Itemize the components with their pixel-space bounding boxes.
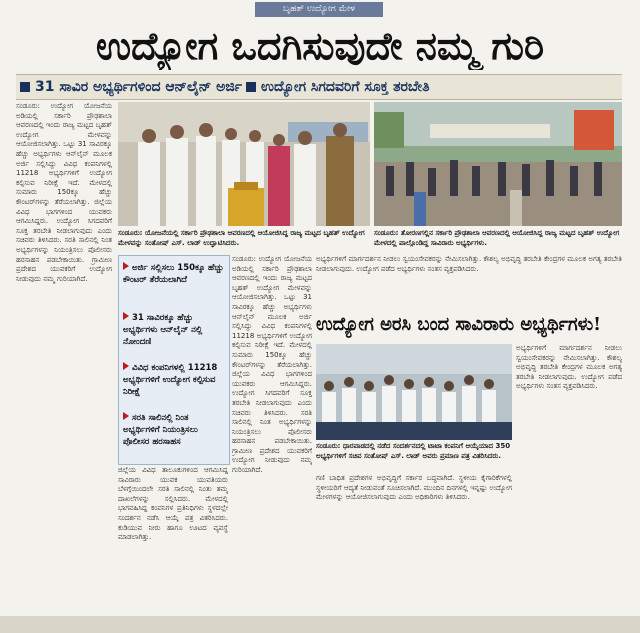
photo-inauguration bbox=[118, 102, 370, 226]
section-kicker: ಬೃಹತ್ ಉದ್ಯೋಗ ಮೇಳ bbox=[255, 2, 383, 17]
photo-selected-candidates bbox=[316, 344, 512, 440]
secondary-headline: ಉದ್ಯೋಗ ಅರಸಿ ಬಂದ ಸಾವಿರಾರು ಅಭ್ಯರ್ಥಿಗಳು! bbox=[316, 314, 602, 335]
photo-crowd bbox=[374, 102, 622, 226]
article-column-right: ಅಭ್ಯರ್ಥಿಗಳಿಗೆ ಮಾರ್ಗದರ್ಶನ ನೀಡಲು ಸ್ವಯಂಸೇವಕರನ್ನು ನೇಮಿಸಲಾಗಿತ್ತು. ಕೌಶಲ್ಯ ಅಭಿವೃದ್ಧಿ ತರಬೇತಿ ಕೇಂದ್ರಗಳ ಮೂಲಕ ಅಗತ್ಯ ತರಬೇತಿ ನೀಡಲಾಗುವುದು. ಉದ್ಯೋಗ ಪಡೆದ ಅಭ್ಯರ್ಥಿಗಳು ಸಂತಸ ವ್ಯಕ್ತಪಡಿಸಿದರು. bbox=[516, 344, 622, 391]
fact-item: 31 ಸಾವಿರಕ್ಕೂ ಹೆಚ್ಚು ಅಭ್ಯರ್ಥಿಗಳು ಆನ್‌ಲೈನ್ ನಲ್ಲಿ ನೋಂದಣಿ bbox=[123, 313, 203, 347]
caption-photo-crowd: ಸಂಡೂರು: ತೋರಣಗಲ್ಲಿನ ಸರ್ಕಾರಿ ಪ್ರೌಢಶಾಲಾ ಆವರಣದಲ್ಲಿ ಆಯೋಜಿಸಿದ್ದ ರಾಜ್ಯ ಮಟ್ಟದ ಬೃಹತ್ ಉದ್ಯೋಗ ಮೇಳದಲ್ಲಿ ಪಾಲ್ಗೊಂಡಿದ್ದ ಸಾವಿರಾರು ಅಭ್ಯರ್ಥಿಗಳು. bbox=[374, 229, 620, 247]
fact-item: ಅರ್ಜಿ ಸಲ್ಲಿಸಲು 150ಕ್ಕೂ ಹೆಚ್ಚು ಕೌಂಟರ್ ತೆರೆಯಲಾಗಿದೆ bbox=[123, 263, 224, 285]
main-headline: ಉದ್ಯೋಗ ಒದಗಿಸುವುದೇ ನಮ್ಮ ಗುರಿ bbox=[95, 23, 545, 68]
page-bottom-strip bbox=[0, 616, 640, 633]
square-bullet-icon bbox=[20, 82, 30, 92]
subhead-2: ಉದ್ಯೋಗ ಸಿಗದವರಿಗೆ ಸೂಕ್ತ ತರಬೇತಿ bbox=[261, 79, 430, 95]
caption-photo-inauguration: ಸಂಡೂರು: ಯೋಜನೆಯಲ್ಲಿ ಸರ್ಕಾರಿ ಪ್ರೌಢಶಾಲಾ ಆವರಣದಲ್ಲಿ ಆಯೋಜಿಸಿದ್ದ ರಾಜ್ಯ ಮಟ್ಟದ ಬೃಹತ್ ಉದ್ಯೋಗ ಮೇಳವನ್ನು ಸಂತೋಷ್ ಎಸ್. ಲಾಡ್ ಉದ್ಘಾಟಿಸಿದರು. bbox=[118, 229, 365, 247]
caption-photo-selected-candidates: ಸಂಡೂರು: ಧಾರವಾಡದಲ್ಲಿ ನಡೆದ ಸಂದರ್ಶನದಲ್ಲಿ ಟಾಟಾ ಕಂಪನಿಗೆ ಆಯ್ಕೆಯಾದ 350 ಅಭ್ಯರ್ಥಿಗಳಿಗೆ ಸಚಿವ ಸಂತೋಷ್ ಎಸ್. ಲಾಡ್ ಅವರು ಪ್ರಮಾಣ ಪತ್ರ ವಿತರಿಸಿದರು. bbox=[316, 442, 511, 460]
triangle-bullet-icon bbox=[123, 312, 129, 320]
triangle-bullet-icon bbox=[123, 362, 129, 370]
triangle-bullet-icon bbox=[123, 412, 129, 420]
fact-item: ಸರತಿ ಸಾಲಿನಲ್ಲಿ ನಿಂತ ಅಭ್ಯರ್ಥಿಗಳಿಗೆ ನಿಯಂತ್ರಿಸಲು ಪೊಲೀಸರ ಹರಸಾಹಸ bbox=[123, 413, 198, 447]
article-column-right-top: ಅಭ್ಯರ್ಥಿಗಳಿಗೆ ಮಾರ್ಗದರ್ಶನ ನೀಡಲು ಸ್ವಯಂಸೇವಕರನ್ನು ನೇಮಿಸಲಾಗಿತ್ತು. ಕೌಶಲ್ಯ ಅಭಿವೃದ್ಧಿ ತರಬೇತಿ ಕೇಂದ್ರಗಳ ಮೂಲಕ ಅಗತ್ಯ ತರಬೇತಿ ನೀಡಲಾಗುವುದು. ಉದ್ಯೋಗ ಪಡೆದ ಅಭ್ಯರ್ಥಿಗಳು ಸಂತಸ ವ್ಯಕ್ತಪಡಿಸಿದರು. bbox=[316, 255, 622, 273]
subhead-bar bbox=[16, 74, 622, 100]
article-column-mid: ಸಂಡೂರು: ಉದ್ಯೋಗ ಯೋಜನೆಯ ಅಡಿಯಲ್ಲಿ ಸರ್ಕಾರಿ ಪ್ರೌಢಶಾಲಾ ಆವರಣದಲ್ಲಿ ಇಂದು ರಾಜ್ಯ ಮಟ್ಟದ ಬೃಹತ್ ಉದ್ಯೋಗ ಮೇಳವನ್ನು ಆಯೋಜಿಸಲಾಗಿತ್ತು. ಒಟ್ಟು 31 ಸಾವಿರಕ್ಕೂ ಹೆಚ್ಚು ಅಭ್ಯರ್ಥಿಗಳು ಆನ್‌ಲೈನ್ ಮೂಲಕ ಅರ್ಜಿ ಸಲ್ಲಿಸಿದ್ದು ವಿವಿಧ ಕಂಪನಿಗಳಲ್ಲಿ 11218 ಅಭ್ಯರ್ಥಿಗಳಿಗೆ ಉದ್ಯೋಗ ಕಲ್ಪಿಸುವ ನಿರೀಕ್ಷೆ ಇದೆ. ಮೇಳದಲ್ಲಿ ಸುಮಾರು 150ಕ್ಕೂ ಹೆಚ್ಚು ಕೌಂಟರ್‌ಗಳನ್ನು ತೆರೆಯಲಾಗಿತ್ತು. ಜಿಲ್ಲೆಯ ವಿವಿಧ ಭಾಗಗಳಿಂದ ಯುವಕರು ಆಗಮಿಸಿದ್ದರು. ಉದ್ಯೋಗ ಸಿಗದವರಿಗೆ ಸೂಕ್ತ ತರಬೇತಿ ನೀಡಲಾಗುವುದು ಎಂದು ಸಚಿವರು ತಿಳಿಸಿದರು. ಸರತಿ ಸಾಲಿನಲ್ಲಿ ನಿಂತ ಅಭ್ಯರ್ಥಿಗಳನ್ನು ನಿಯಂತ್ರಿಸಲು ಪೊಲೀಸರು ಹರಸಾಹಸ ಪಡಬೇಕಾಯಿತು. ಗ್ರಾಮೀಣ ಪ್ರದೇಶದ ಯುವಕರಿಗೆ ಉದ್ಯೋಗ ನೀಡುವುದು ನಮ್ಮ ಗುರಿಯಾಗಿದೆ. bbox=[232, 255, 312, 475]
triangle-bullet-icon bbox=[123, 262, 129, 270]
fact-item: ವಿವಿಧ ಕಂಪನಿಗಳಲ್ಲಿ 11218 ಅಭ್ಯರ್ಥಿಗಳಿಗೆ ಉದ್ಯೋಗ ಕಲ್ಪಿಸುವ ನಿರೀಕ್ಷೆ bbox=[123, 363, 218, 397]
article-column-bottom: ಗಣಿ ಬಾಧಿತ ಪ್ರದೇಶಗಳ ಅಭಿವೃದ್ಧಿಗೆ ಸರ್ಕಾರ ಬದ್ಧವಾಗಿದೆ. ಸ್ಥಳೀಯ ಕೈಗಾರಿಕೆಗಳಲ್ಲಿ ಸ್ಥಳೀಯರಿಗೆ ಆದ್ಯತೆ ನೀಡುವಂತೆ ಸೂಚಿಸಲಾಗಿದೆ. ಮುಂದಿನ ದಿನಗಳಲ್ಲಿ ಇನ್ನಷ್ಟು ಉದ್ಯೋಗ ಮೇಳಗಳನ್ನು ಆಯೋಜಿಸಲಾಗುವುದು ಎಂದು ಅಧಿಕಾರಿಗಳು ತಿಳಿಸಿದರು. bbox=[316, 474, 512, 502]
facts-box bbox=[118, 255, 230, 465]
subhead-1: 31 ಸಾವಿರ ಅಭ್ಯರ್ಥಿಗಳಿಂದ ಆನ್‌ಲೈನ್ ಅರ್ಜಿ bbox=[35, 79, 243, 95]
article-column-left: ಸಂಡೂರು: ಉದ್ಯೋಗ ಯೋಜನೆಯ ಅಡಿಯಲ್ಲಿ ಸರ್ಕಾರಿ ಪ್ರೌಢಶಾಲಾ ಆವರಣದಲ್ಲಿ ಇಂದು ರಾಜ್ಯ ಮಟ್ಟದ ಬೃಹತ್ ಉದ್ಯೋಗ ಮೇಳವನ್ನು ಆಯೋಜಿಸಲಾಗಿತ್ತು. ಒಟ್ಟು 31 ಸಾವಿರಕ್ಕೂ ಹೆಚ್ಚು ಅಭ್ಯರ್ಥಿಗಳು ಆನ್‌ಲೈನ್ ಮೂಲಕ ಅರ್ಜಿ ಸಲ್ಲಿಸಿದ್ದು ವಿವಿಧ ಕಂಪನಿಗಳಲ್ಲಿ 11218 ಅಭ್ಯರ್ಥಿಗಳಿಗೆ ಉದ್ಯೋಗ ಕಲ್ಪಿಸುವ ನಿರೀಕ್ಷೆ ಇದೆ. ಮೇಳದಲ್ಲಿ ಸುಮಾರು 150ಕ್ಕೂ ಹೆಚ್ಚು ಕೌಂಟರ್‌ಗಳನ್ನು ತೆರೆಯಲಾಗಿತ್ತು. ಜಿಲ್ಲೆಯ ವಿವಿಧ ಭಾಗಗಳಿಂದ ಯುವಕರು ಆಗಮಿಸಿದ್ದರು. ಉದ್ಯೋಗ ಸಿಗದವರಿಗೆ ಸೂಕ್ತ ತರಬೇತಿ ನೀಡಲಾಗುವುದು ಎಂದು ಸಚಿವರು ತಿಳಿಸಿದರು. ಸರತಿ ಸಾಲಿನಲ್ಲಿ ನಿಂತ ಅಭ್ಯರ್ಥಿಗಳನ್ನು ನಿಯಂತ್ರಿಸಲು ಪೊಲೀಸರು ಹರಸಾಹಸ ಪಡಬೇಕಾಯಿತು. ಗ್ರಾಮೀಣ ಪ್ರದೇಶದ ಯುವಕರಿಗೆ ಉದ್ಯೋಗ ನೀಡುವುದು ನಮ್ಮ ಗುರಿಯಾಗಿದೆ. bbox=[16, 102, 112, 283]
square-bullet-icon bbox=[246, 82, 256, 92]
article-column-mid-lower: ಜಿಲ್ಲೆಯ ವಿವಿಧ ತಾಲೂಕುಗಳಿಂದ ಆಗಮಿಸಿದ್ದ ಸಾವಿರಾರು ಯುವಕ ಯುವತಿಯರು ಬೆಳಗ್ಗೆಯಿಂದಲೇ ಸರತಿ ಸಾಲಿನಲ್ಲಿ ನಿಂತು ತಮ್ಮ ದಾಖಲೆಗಳನ್ನು ಸಲ್ಲಿಸಿದರು. ಮೇಳದಲ್ಲಿ ಭಾಗವಹಿಸಿದ್ದ ಕಂಪನಿಗಳ ಪ್ರತಿನಿಧಿಗಳು ಸ್ಥಳದಲ್ಲೇ ಸಂದರ್ಶನ ನಡೆಸಿ ಆಯ್ಕೆ ಪತ್ರ ವಿತರಿಸಿದರು. ಕುಡಿಯುವ ನೀರು ಹಾಗೂ ಊಟದ ವ್ಯವಸ್ಥೆ ಮಾಡಲಾಗಿತ್ತು. bbox=[118, 466, 228, 542]
